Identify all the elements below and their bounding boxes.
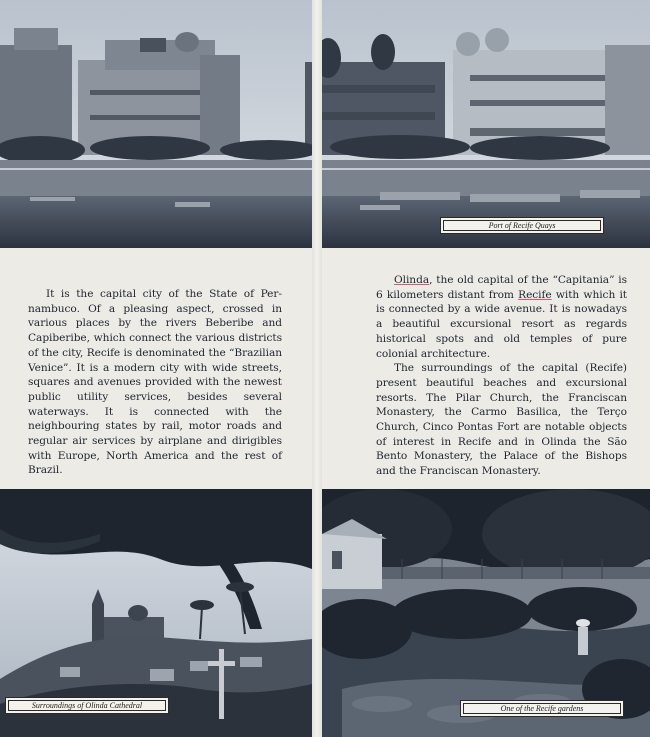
caption-recife-quays: Port of Recife Quays xyxy=(443,220,601,231)
text-column-left xyxy=(28,287,282,478)
recife-word: Recife xyxy=(518,288,552,301)
caption-recife-garden: One of the Recife gardens xyxy=(463,703,621,714)
photo-recife-garden-image xyxy=(322,489,650,737)
olinda-word: Olinda xyxy=(394,274,430,286)
photo-recife-quays-image xyxy=(0,0,650,248)
photo-olinda-cathedral xyxy=(0,489,312,737)
caption-olinda-cathedral: Surroundings of Olinda Cathedral xyxy=(8,700,166,711)
text-column-right xyxy=(376,273,627,479)
paragraph-olinda xyxy=(376,273,627,361)
photo-recife-quays xyxy=(0,0,650,248)
page-fold xyxy=(312,0,322,737)
paragraph-surroundings: The surroundings of the capital (Recife) present beautiful beaches and excursional resorts. The Pilar Church, the Franciscan Monastery, the Carmo Basilica, the Terço Church, Cinco Pontas Fort are notable objects of interest in Recife and in Olinda the São Bento Monastery, the Palace of the Bishops and the Franciscan Monastery. xyxy=(376,362,627,478)
photo-recife-garden xyxy=(322,489,650,737)
olinda-text-part2: with which it is connected by a wide avenue. It is nowadays a beautiful excursional resort as regards historical spots and old temples of pure colonial architecture. xyxy=(376,288,627,360)
paragraph-recife: It is the capital city of the State of Pernambuco. Of a pleasing aspect, crossed in various places by the rivers Beberibe and Capiberibe, which connect the various districts of the city, Recife is denominated the “Brazilian Venice”. It is a modern city with wide streets, squares and avenues provided with the newest public utility services, besides several waterways. It is connected with the neighbouring states by rail, motor roads and regular air services by airplane and dirigibles with Europe, North America and the rest of Brazil. xyxy=(28,288,282,477)
olinda-text-part1: , the old capital of the “Capitania” is 6 kilometers distant from xyxy=(376,274,627,301)
